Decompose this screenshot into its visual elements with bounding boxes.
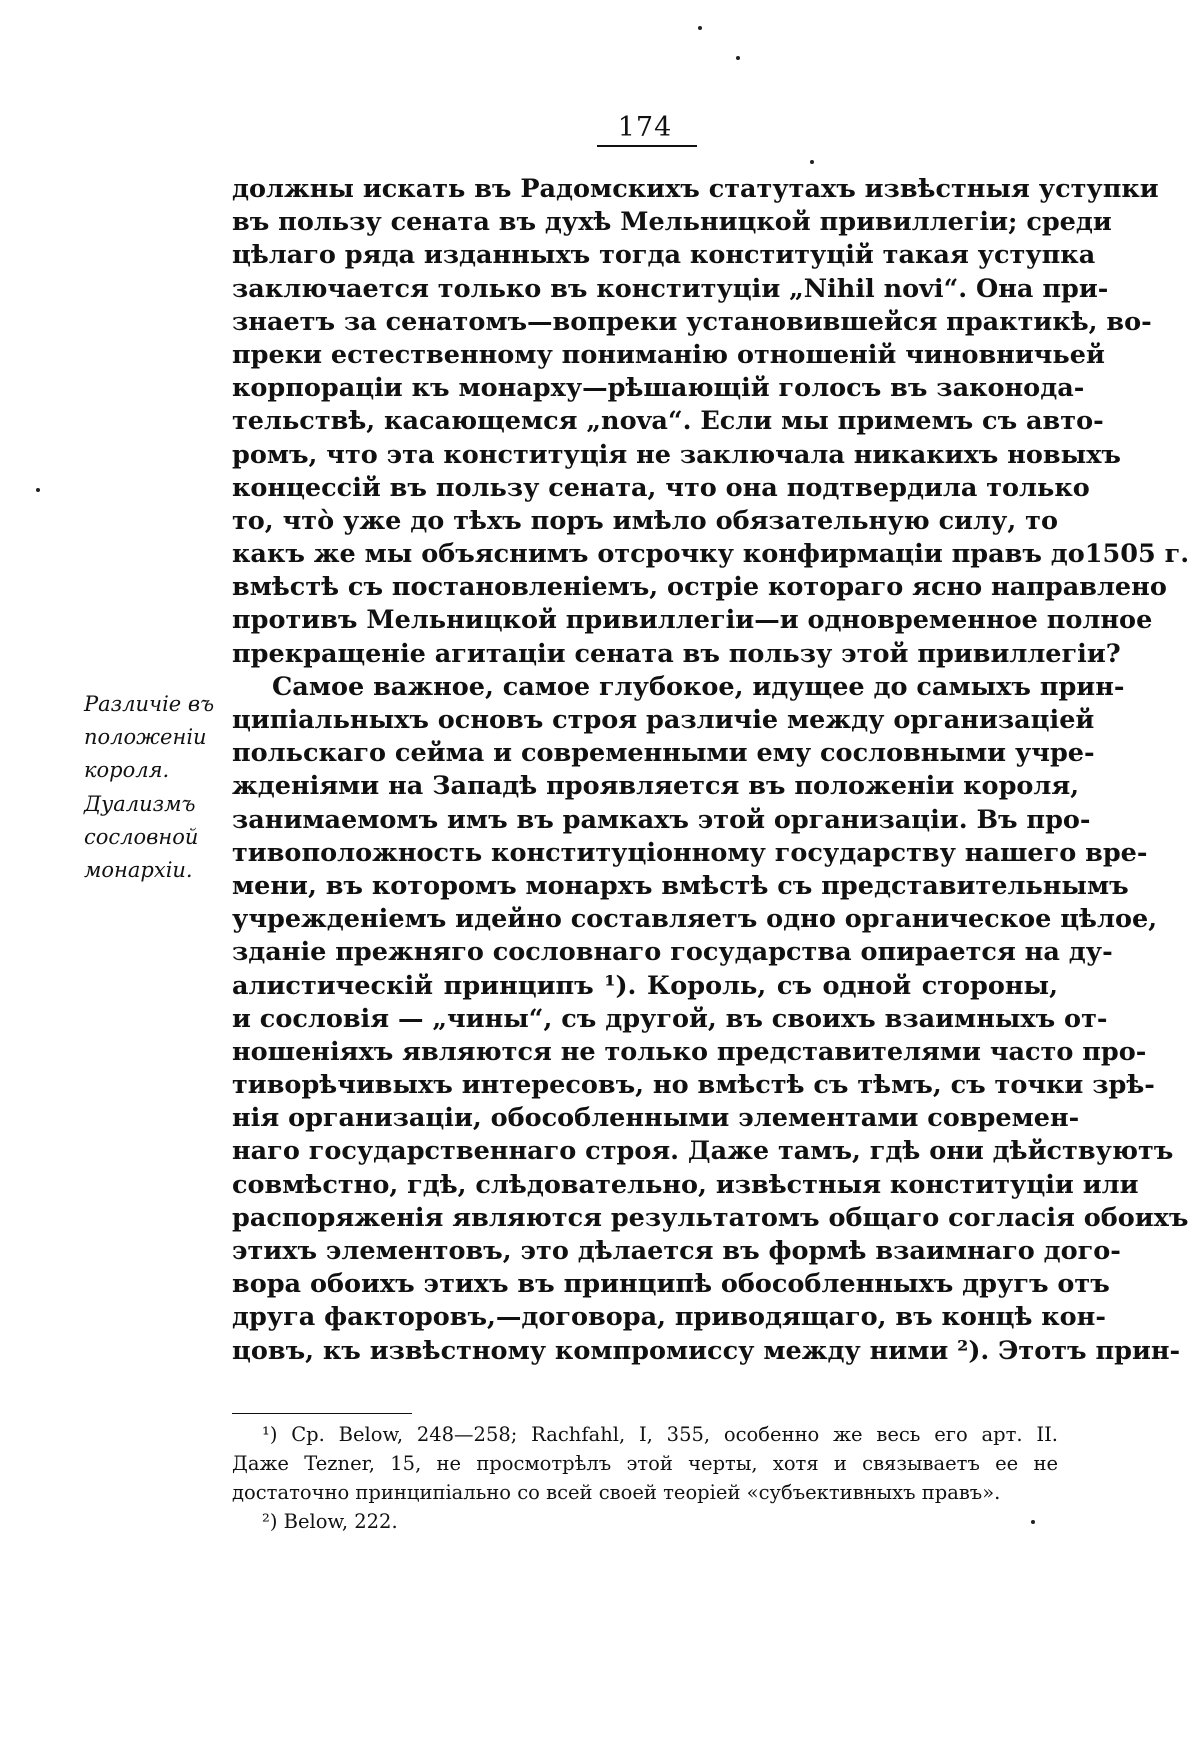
footnote-line: Даже Tezner, 15, не просмотрѣлъ этой черты, хотя и связываетъ ее не xyxy=(232,1452,1058,1475)
text-line: преки естественному пониманію отношеній чиновничьей xyxy=(232,339,1105,370)
footnote-line: ¹) Cp. Below, 248—258; Rachfahl, I, 355, особенно же весь его арт. II. xyxy=(262,1423,1058,1446)
text-line-paragraph-start: Самое важное, самое глубокое, идущее до самыхъ прин- xyxy=(272,671,1125,702)
margin-note-line: короля. xyxy=(84,758,170,783)
text-line: распоряженія являются результатомъ общаго согласія обоихъ xyxy=(232,1202,1189,1233)
main-text xyxy=(232,173,1189,1368)
text-line: зданіе прежняго сословнаго государства опирается на ду- xyxy=(232,937,1113,968)
text-line: корпораціи къ монарху—рѣшающій голосъ въ законода- xyxy=(232,373,1085,404)
text-line: противъ Мельницкой привиллегіи—и одновременное полное xyxy=(232,605,1153,636)
text-line: должны искать въ Радомскихъ статутахъ извѣстныя уступки xyxy=(232,174,1159,204)
text-line: и сословія — „чины“, съ другой, въ своихъ взаимныхъ от- xyxy=(232,1003,1108,1034)
text-line: занимаемомъ имъ въ рамкахъ этой организаціи. Въ про- xyxy=(232,804,1091,835)
text-line: вмѣстѣ съ постановленіемъ, остріе котораго ясно направлено xyxy=(232,572,1167,603)
text-line: мени, въ которомъ монархъ вмѣстѣ съ представительнымъ xyxy=(232,870,1129,901)
text-line: учрежденіемъ идейно составляетъ одно органическое цѣлое, xyxy=(232,904,1158,935)
print-speck xyxy=(1031,1520,1035,1524)
margin-note-line: Различіе въ xyxy=(84,692,215,716)
margin-note-line: монархіи. xyxy=(84,858,193,883)
text-line: жденіями на Западѣ проявляется въ положеніи короля, xyxy=(232,771,1080,802)
footnote-line: ²) Below, 222. xyxy=(262,1510,398,1533)
footnote-rule xyxy=(232,1413,412,1414)
footnotes xyxy=(232,1420,1058,1536)
page-number-rule xyxy=(597,145,697,147)
print-speck xyxy=(36,488,40,492)
print-speck xyxy=(736,56,740,60)
text-line: цѣлаго ряда изданныхъ тогда конституцій такая уступка xyxy=(232,240,1096,271)
footnote-line: достаточно принципіально со всей своей теоріей «субъективныхъ правъ». xyxy=(232,1481,1001,1504)
text-line: алистическій принципъ ¹). Король, съ одной стороны, xyxy=(232,970,1058,1001)
text-line: тивоположность конституціонному государству нашего вре- xyxy=(232,837,1148,868)
text-line: ношеніяхъ являются не только представителями часто про- xyxy=(232,1036,1147,1067)
text-line: прекращеніе агитаціи сената въ пользу этой привиллегіи? xyxy=(232,638,1121,669)
page-number: 174 xyxy=(617,112,673,143)
print-speck xyxy=(810,160,814,164)
print-speck xyxy=(698,26,702,30)
text-line: этихъ элементовъ, это дѣлается въ формѣ взаимнаго дого- xyxy=(232,1236,1121,1266)
text-line: тельствѣ, касающемся „nova“. Если мы примемъ съ авто- xyxy=(232,406,1104,437)
text-line: наго государственнаго строя. Даже тамъ, гдѣ они дѣйствуютъ xyxy=(232,1136,1174,1167)
text-line: вора обоихъ этихъ въ принципѣ обособленныхъ другъ отъ xyxy=(232,1269,1110,1300)
margin-note-line: сословной xyxy=(84,824,199,849)
margin-note xyxy=(84,688,214,887)
text-line: въ пользу сената въ духѣ Мельницкой привиллегіи; среди xyxy=(232,207,1112,238)
text-line: ромъ, что эта конституція не заключала никакихъ новыхъ xyxy=(232,439,1121,470)
text-line: знаетъ за сенатомъ—вопреки установившейся практикѣ, во- xyxy=(232,306,1152,337)
text-line: друга факторовъ,—договора, приводящаго, въ концѣ кон- xyxy=(232,1302,1106,1333)
text-line: совмѣстно, гдѣ, слѣдовательно, извѣстныя конституціи или xyxy=(232,1169,1139,1200)
text-line: польскаго сейма и современными ему сословными учре- xyxy=(232,738,1095,769)
text-line: ципіальныхъ основъ строя различіе между организаціей xyxy=(232,705,1095,735)
text-line: то, что̀ уже до тѣхъ поръ имѣло обязательную силу, то xyxy=(232,505,1058,536)
margin-note-line: положеніи xyxy=(84,725,207,750)
margin-note-line: Дуализмъ xyxy=(84,791,196,816)
text-line: нія организаціи, обособленными элементами современ- xyxy=(232,1103,1080,1134)
text-line: заключается только въ конституціи „Nihil novi“. Она при- xyxy=(232,273,1109,304)
text-line: цовъ, къ извѣстному компромиссу между ними ²). Этотъ прин- xyxy=(232,1335,1181,1366)
text-line: концессій въ пользу сената, что она подтвердила только xyxy=(232,472,1090,503)
text-line: какъ же мы объяснимъ отсрочку конфирмаціи правъ до1505 г. xyxy=(232,539,1189,570)
text-line: тиворѣчивыхъ интересовъ, но вмѣстѣ съ тѣмъ, съ точки зрѣ- xyxy=(232,1070,1155,1101)
